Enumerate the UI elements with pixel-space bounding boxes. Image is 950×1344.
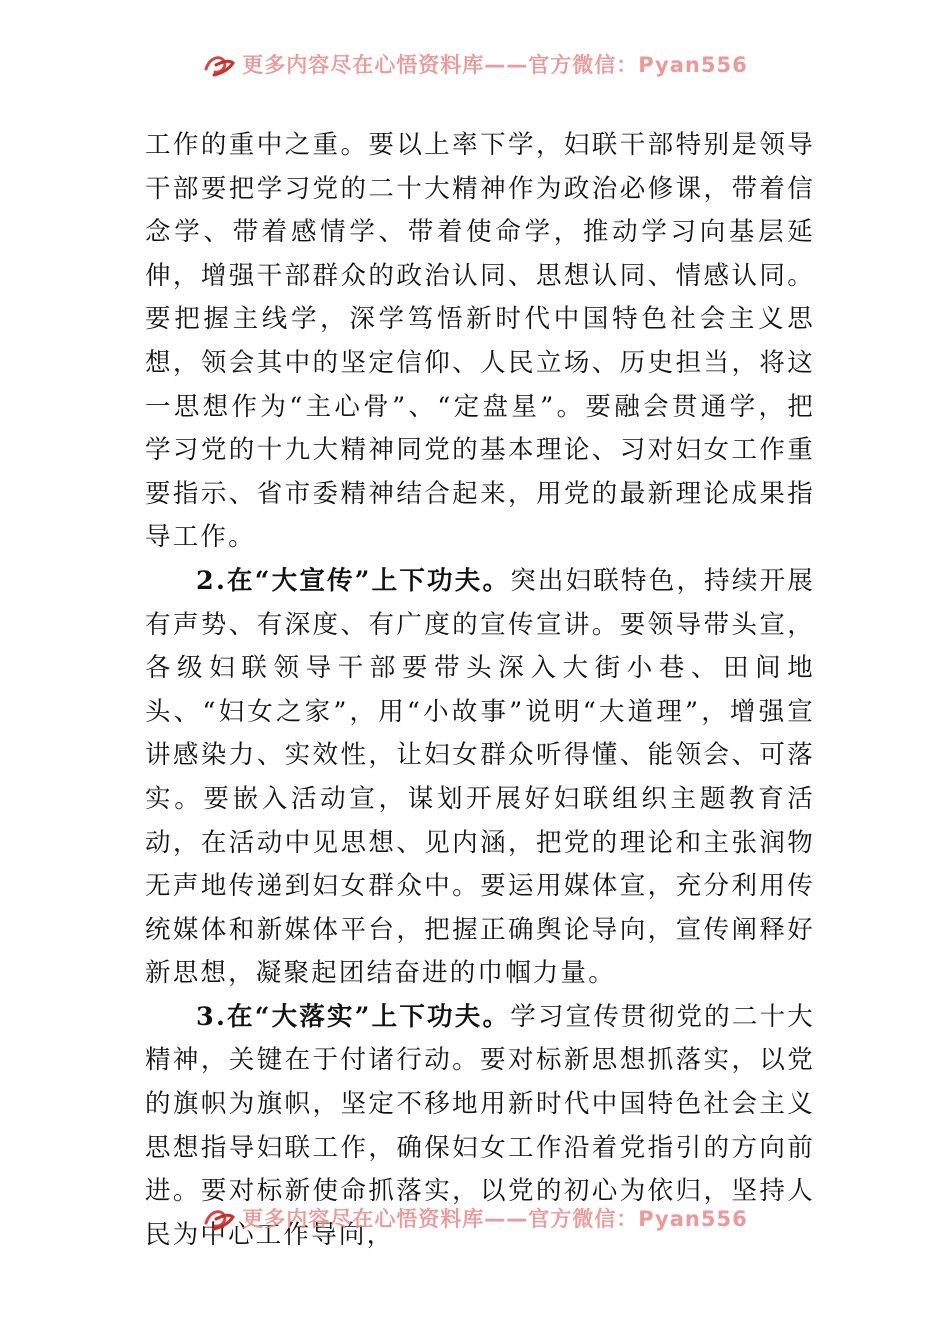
brand-logo-icon: [202, 52, 236, 77]
watermark-text: 更多内容尽在心悟资料库——官方微信：Pyan556: [242, 53, 748, 77]
header-watermark: [0, 52, 950, 88]
brand-logo-icon: [202, 1206, 236, 1231]
section-heading: 3.在“大落实”上下功夫。: [196, 1001, 511, 1032]
paragraph-body: 工作的重中之重。要以上率下学，妇联干部特别是领导干部要把学习党的二十大精神作为政治必修课，带着信念学、带着感情学、带着使命学，推动学习向基层延伸，增强干部群众的政治认同、思想认同、情感认同。要把握主线学，深学笃悟新时代中国特色社会主义思想，领会其中的坚定信仰、人民立场、历史担当，将这一思想作为“主心骨”、“定盘星”。要融会贯通学，把学习党的十九大精神同党的基本理论、习对妇女工作重要指示、省市委精神结合起来，用党的最新理论成果指导工作。: [145, 130, 815, 553]
watermark-text: 更多内容尽在心悟资料库——官方微信：Pyan556: [242, 1207, 748, 1231]
paragraph-continuation: [145, 124, 815, 560]
footer-watermark: [0, 1206, 950, 1242]
paragraph-body: 学习宣传贯彻党的二十大精神，关键在于付诸行动。要对标新思想抓落实，以党的旗帜为旗帜，坚定不移地用新时代中国特色社会主义思想指导妇联工作，确保妇女工作沿着党指引的方向前进。要对标新使命抓落实，以党的初心为依归，坚持人民为中心工作导向，: [145, 1001, 815, 1250]
section-heading: 2.在“大宣传”上下功夫。: [196, 565, 511, 596]
paragraph-body: 突出妇联特色，持续开展有声势、有深度、有广度的宣传宣讲。要领导带头宣，各级妇联领导干部要带头深入大街小巷、田间地头、“妇女之家”，用“小故事”说明“大道理”，增强宣讲感染力、实效性，让妇女群众听得懂、能领会、可落实。要嵌入活动宣，谋划开展好妇联组织主题教育活动，在活动中见思想、见内涵，把党的理论和主张润物无声地传递到妇女群众中。要运用媒体宣，充分利用传统媒体和新媒体平台，把握正确舆论导向，宣传阐释好新思想，凝聚起团结奋进的巾帼力量。: [145, 565, 815, 989]
paragraph-section-2: [145, 560, 815, 996]
document-body: [145, 124, 815, 1257]
